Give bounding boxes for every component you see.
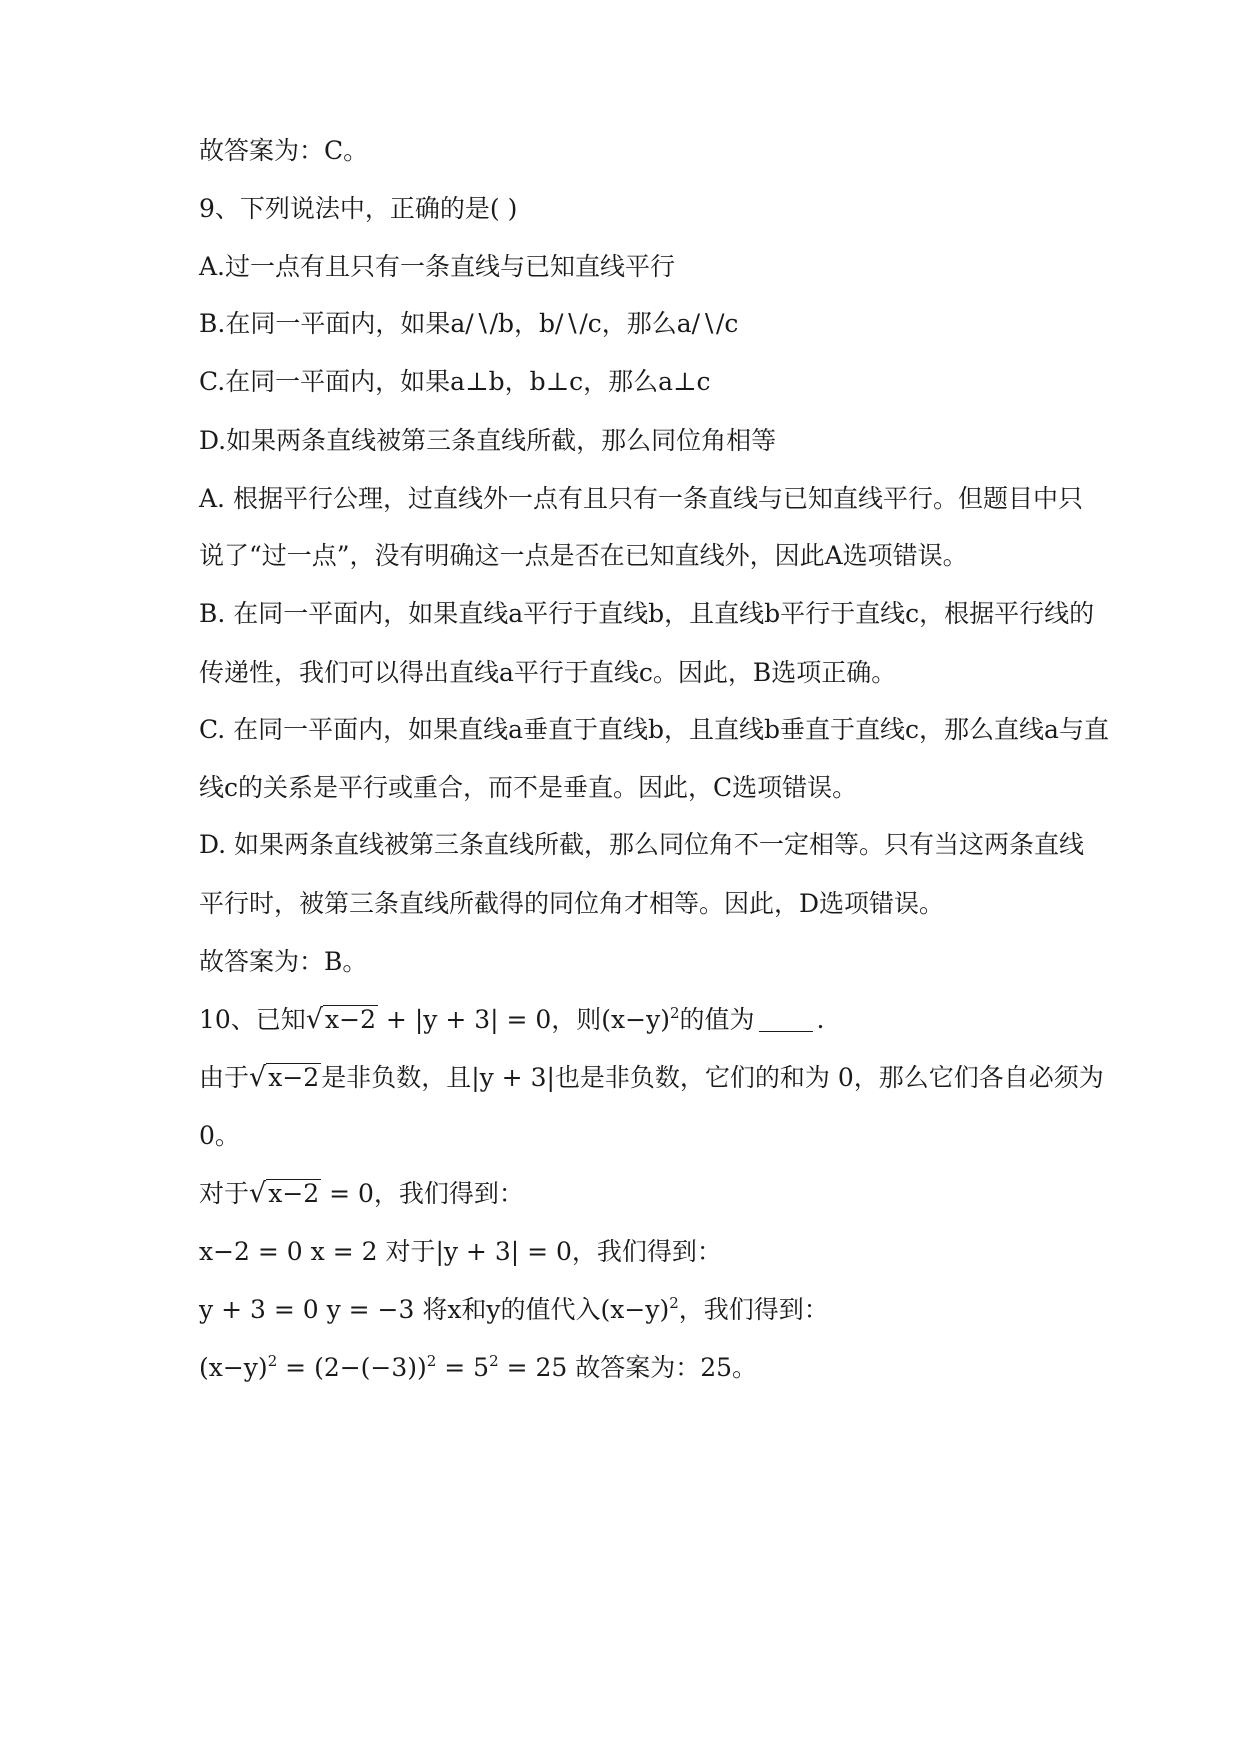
radicand: x−2: [268, 1063, 320, 1092]
q10-prefix: 10、已知: [199, 1005, 306, 1034]
exponent: 2: [669, 1004, 680, 1022]
exponent: 2: [489, 1352, 499, 1370]
solution-line-5: [199, 1293, 1081, 1327]
answer-line-q9: 故答案为：B。: [199, 947, 368, 976]
explanation-a-line-2: 说了“过一点”，没有明确这一点是否在已知直线外，因此A选项错误。: [199, 541, 968, 570]
option-a: A.过一点有且只有一条直线与已知直线平行: [199, 252, 676, 281]
solution-text: 是非负数，且|y + 3|也是非负数，它们的和为 0，那么它们各自必须为: [321, 1063, 1104, 1092]
explanation-c-line-1: C. 在同一平面内，如果直线a垂直于直线b，且直线b垂直于直线c，那么直线a与直: [199, 715, 1109, 744]
solution-line-6: [199, 1351, 1081, 1385]
radical-sign: √: [305, 1004, 324, 1035]
q10-suffix: 的值为: [679, 1005, 755, 1034]
solution-line-1: [199, 1061, 1104, 1095]
answer-blank: [759, 1013, 813, 1032]
solution-text: 由于: [199, 1063, 250, 1092]
exponent: 2: [669, 1294, 679, 1312]
explanation-b-line-2: 传递性，我们可以得出直线a平行于直线c。因此，B选项正确。: [199, 658, 897, 687]
radicand: x−2: [268, 1179, 320, 1208]
option-d: D.如果两条直线被第三条直线所截，那么同位角相等: [199, 426, 777, 455]
solution-text: = 25 故答案为：25。: [498, 1353, 758, 1382]
solution-line-2: 0。: [199, 1121, 240, 1150]
answer-line-q8: 故答案为：C。: [199, 136, 369, 165]
solution-text: = 5: [436, 1353, 490, 1382]
sqrt-expression: [306, 1003, 378, 1037]
exponent: 2: [267, 1352, 278, 1370]
explanation-d-line-1: D. 如果两条直线被第三条直线所截，那么同位角不一定相等。只有当这两条直线: [199, 830, 1085, 859]
solution-line-4: x−2 = 0 x = 2 对于|y + 3| = 0，我们得到：: [199, 1237, 722, 1266]
exponent: 2: [426, 1352, 437, 1370]
sqrt-expression: [249, 1061, 321, 1095]
solution-text: 对于: [199, 1179, 250, 1208]
solution-text: (x−y): [199, 1353, 268, 1382]
explanation-b-line-1: B. 在同一平面内，如果直线a平行于直线b，且直线b平行于直线c，根据平行线的: [199, 599, 1095, 628]
solution-text: = (2−(−3)): [277, 1353, 427, 1382]
explanation-a-line-1: A. 根据平行公理，过直线外一点有且只有一条直线与已知直线平行。但题目中只: [199, 484, 1083, 513]
radicand: x−2: [325, 1005, 376, 1034]
option-c: C.在同一平面内，如果a⊥b，b⊥c，那么a⊥c: [199, 367, 711, 396]
explanation-c-line-2: 线c的关系是平行或重合，而不是垂直。因此，C选项错误。: [199, 773, 858, 802]
sqrt-expression: [249, 1177, 321, 1211]
radical-sign: √: [249, 1178, 267, 1209]
solution-text: y + 3 = 0 y = −3 将x和y的值代入(x−y): [199, 1295, 670, 1324]
solution-text: = 0，我们得到：: [321, 1179, 524, 1208]
explanation-d-line-2: 平行时，被第三条直线所截得的同位角才相等。因此，D选项错误。: [199, 889, 945, 918]
q10-end: .: [816, 1005, 825, 1034]
q10-equation: + |y + 3| = 0，则(x−y): [377, 1005, 670, 1034]
solution-text: ，我们得到：: [678, 1295, 829, 1324]
question-10-title: [199, 1003, 1081, 1037]
question-9-title: 9、下列说法中，正确的是( ): [199, 194, 518, 223]
solution-line-3: [199, 1177, 1081, 1211]
radical-sign: √: [249, 1062, 267, 1093]
option-b: B.在同一平面内，如果a/∖/b，b/∖/c，那么a/∖/c: [199, 309, 739, 338]
